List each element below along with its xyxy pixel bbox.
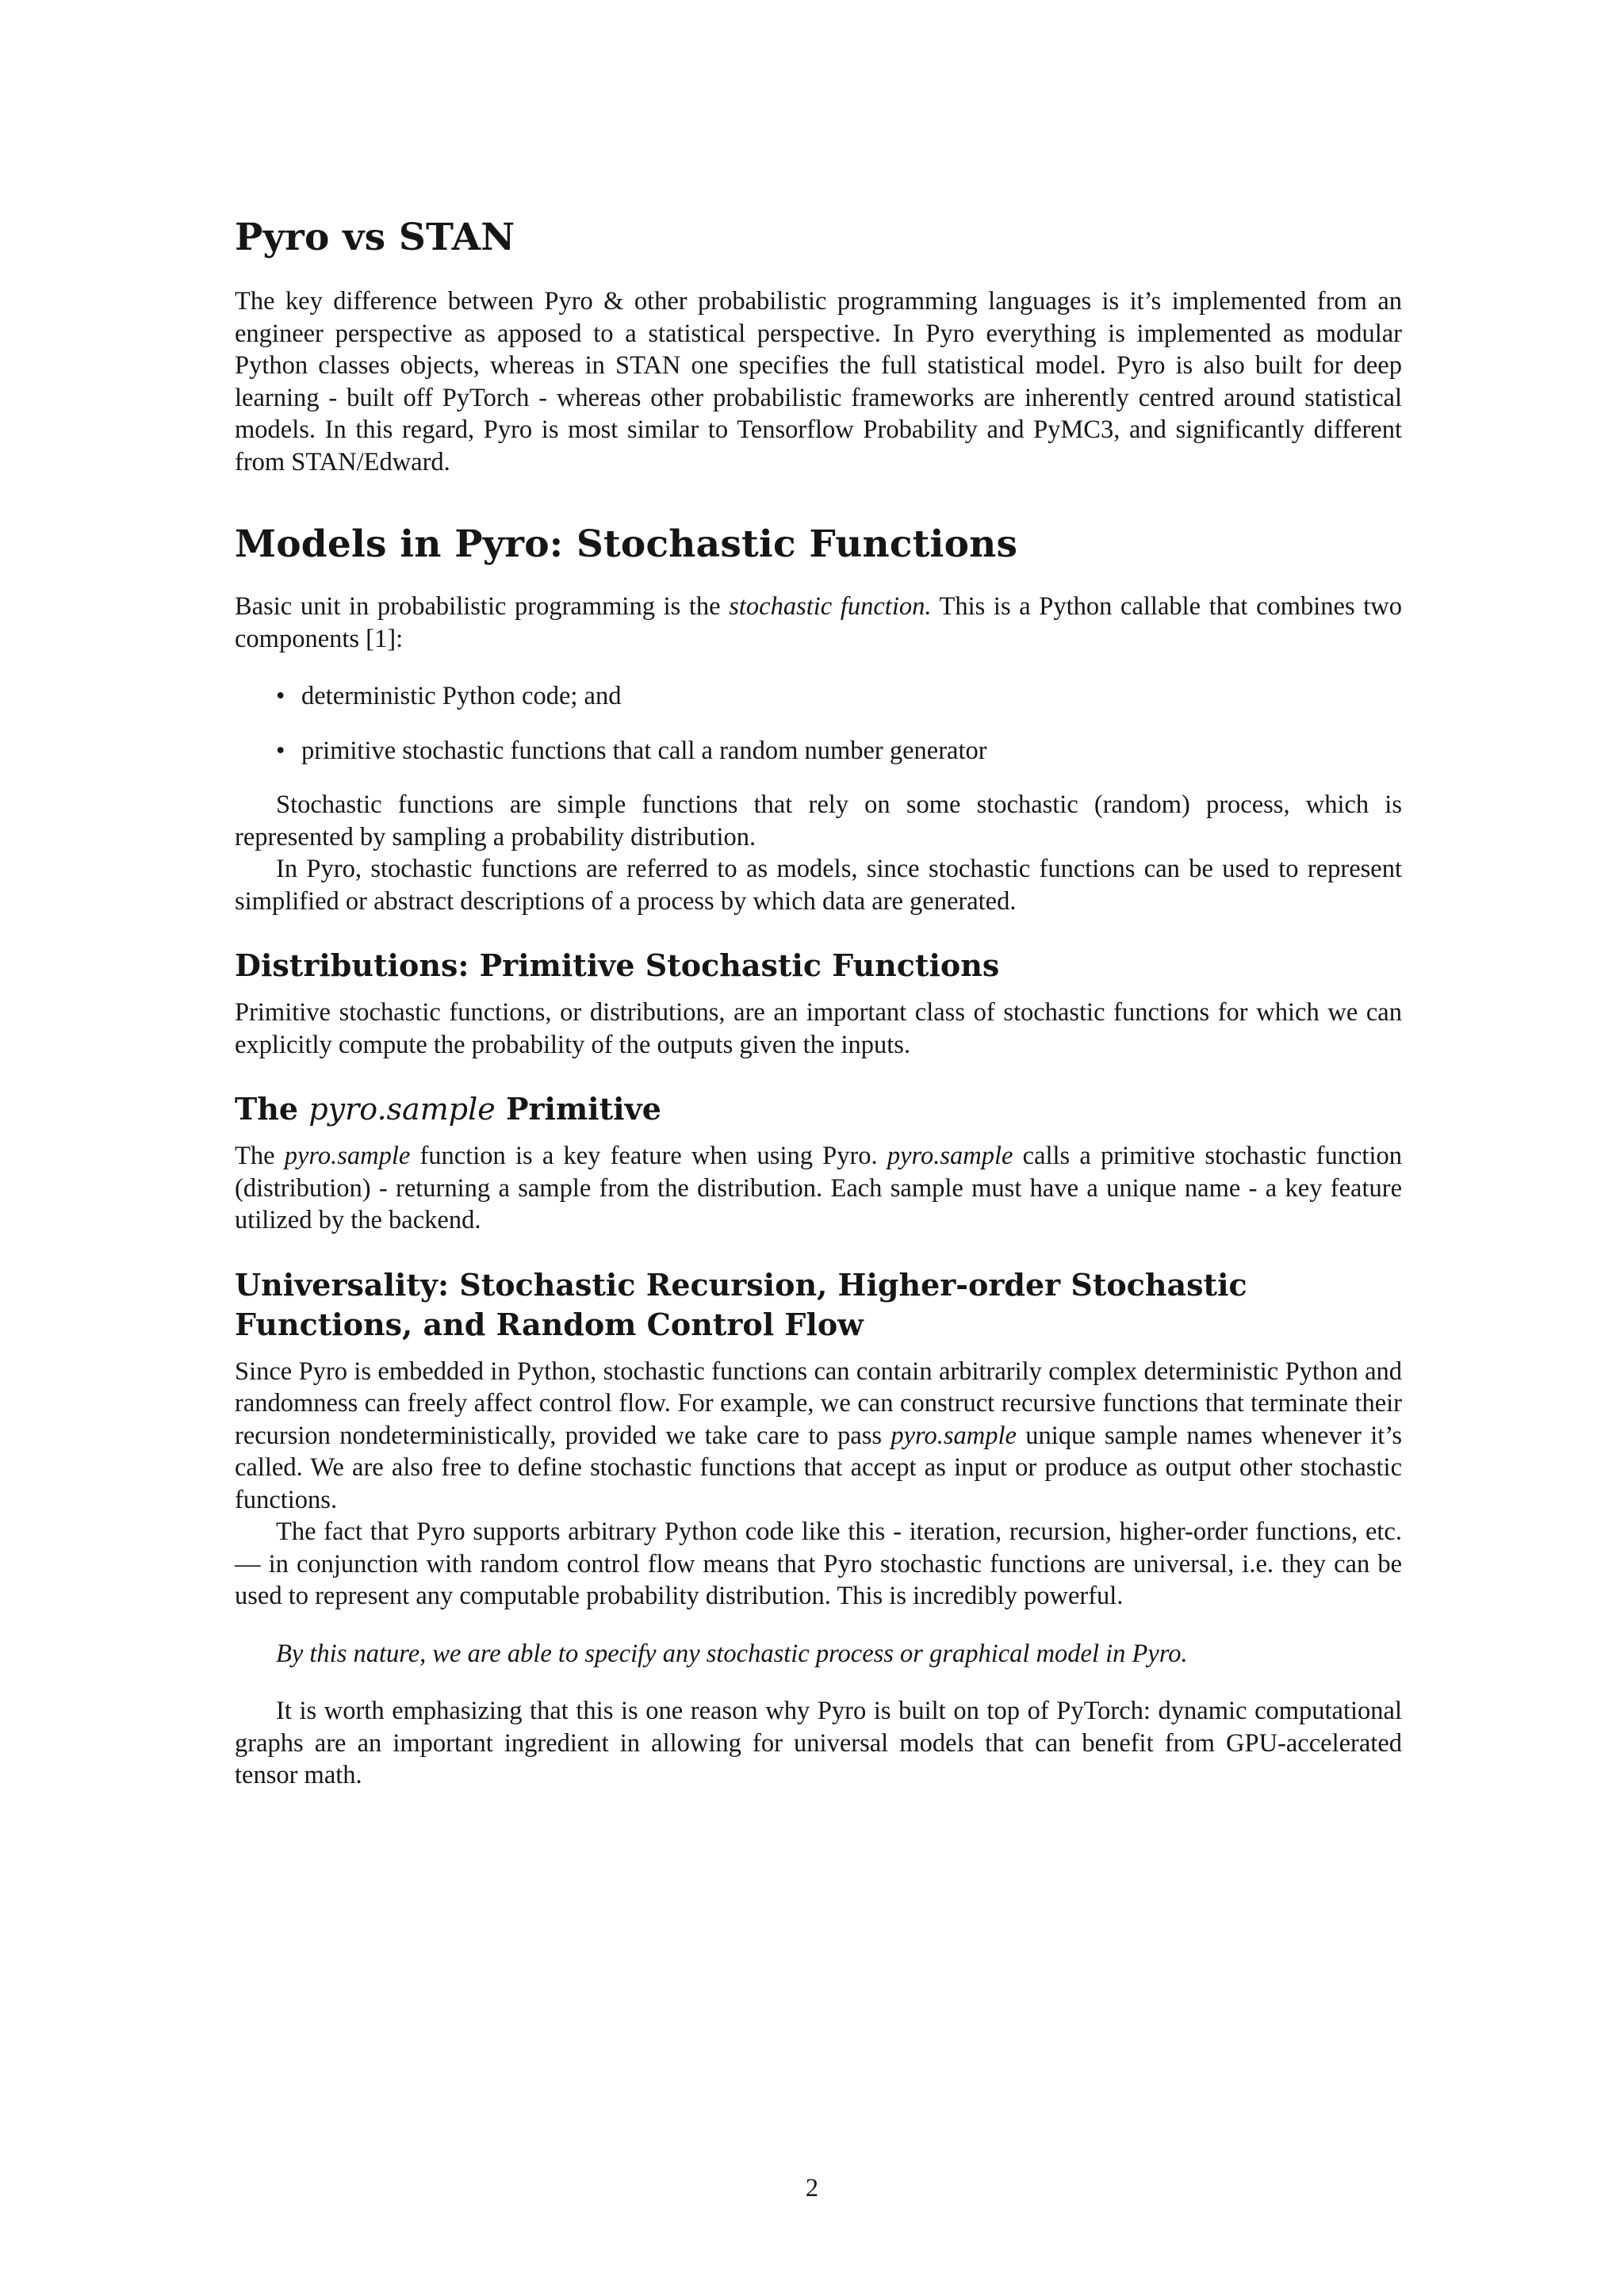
section-heading-models: Models in Pyro: Stochastic Functions — [235, 522, 1018, 566]
document-page — [235, 214, 1402, 1792]
paragraph-models-definition: In Pyro, stochastic functions are referred to as models, since stochastic functions can be used to represent simplified or abstract descriptions of a process by which data are generated. — [235, 855, 1402, 916]
heading-text-b: Primitive — [495, 1091, 661, 1127]
paragraph-universal-functions: The fact that Pyro supports arbitrary Python code like this - iteration, recursion, higher-order functions, etc. — in conjunction with random control flow means that Pyro stochastic functions are universal, i.e. they can be used to represent any computable probability distribution. This is incredibly powerful. — [235, 1517, 1402, 1610]
list-item-text: primitive stochastic functions that call a random number generator — [301, 736, 987, 765]
paragraph-pyro-sample — [235, 1140, 1402, 1237]
heading-emphasis: pyro.sample — [308, 1092, 496, 1127]
paragraph-pyro-vs-stan: The key difference between Pyro & other probabilistic programming languages is it’s implemented from an engineer perspective as apposed to a statistical perspective. In Pyro everything is implemented as modular Python classes objects, whereas in STAN one specifies the full statistical model. Pyro is also built for deep learning - built off PyTorch - whereas other probabilistic frameworks are inherently centred around statistical models. In this regard, Pyro is most similar to Tensorflow Probability and PyMC3, and significantly different from STAN/Edward. — [235, 287, 1402, 476]
paragraph-distributions: Primitive stochastic functions, or distributions, are an important class of stochastic functions for which we can explicitly compute the probability of the outputs given the inputs. — [235, 998, 1402, 1059]
paragraph-models-intro — [235, 591, 1402, 655]
universality-text-2: unique sample names whenever it’s called. We are also free to define stochastic functions that accept as input or produce as output other stochastic functions. — [235, 1421, 1403, 1514]
models-intro-emphasis: stochastic function. — [729, 592, 932, 621]
paragraph-stochastic-functions: Stochastic functions are simple functions that rely on some stochastic (random) process, which is represented by sampling a probability distribution. — [235, 790, 1402, 851]
sample-text-2: function is a key feature when using Pyro. — [410, 1142, 887, 1170]
sample-emphasis-1: pyro.sample — [284, 1142, 411, 1170]
paragraph-universality — [235, 1356, 1402, 1517]
universality-text-1: Since Pyro is embedded in Python, stochastic functions can contain arbitrarily complex deterministic Python and randomness can freely affect control flow. For example, we can construct recursive functions that terminate their recursion nondeterministically, provided we take care to pass — [235, 1357, 1402, 1450]
subsection-heading-distributions: Distributions: Primitive Stochastic Functions — [235, 947, 1000, 983]
quote-block: By this nature, we are able to specify any stochastic process or graphical model in Pyro. — [276, 1639, 1188, 1668]
page-number: 2 — [805, 2174, 819, 2202]
components-list — [235, 680, 1402, 767]
bullet-icon: • — [276, 682, 285, 710]
list-item-text: deterministic Python code; and — [301, 682, 622, 710]
bullet-icon: • — [276, 736, 285, 765]
sample-text-3: calls a primitive stochastic function (distribution) - returning a sample from the distribution. Each sample must have a unique name - a key feature utilized by the backend. — [235, 1142, 1402, 1234]
subsection-heading-pyro-sample — [235, 1089, 1402, 1129]
sample-text-1: The — [235, 1142, 285, 1170]
section-heading-pyro-vs-stan: Pyro vs STAN — [235, 216, 515, 259]
models-intro-text-b: This is a Python callable that combines two components [1]: — [235, 592, 1403, 653]
paragraph-pytorch: It is worth emphasizing that this is one reason why Pyro is built on top of PyTorch: dynamic computational graphs are an important ingredient in allowing for universal models that can benefit from GPU-accelerated tensor math. — [235, 1697, 1402, 1789]
list-item — [235, 680, 1402, 713]
subsection-heading-universality: Universality: Stochastic Recursion, Higher-order Stochastic Functions, and Random Control Flow — [235, 1266, 1247, 1342]
list-item — [235, 735, 1402, 767]
heading-text-a: The — [235, 1091, 309, 1127]
universality-emphasis: pyro.sample — [891, 1421, 1017, 1450]
models-intro-text-a: Basic unit in probabilistic programming is the — [235, 592, 730, 621]
sample-emphasis-2: pyro.sample — [887, 1142, 1013, 1170]
